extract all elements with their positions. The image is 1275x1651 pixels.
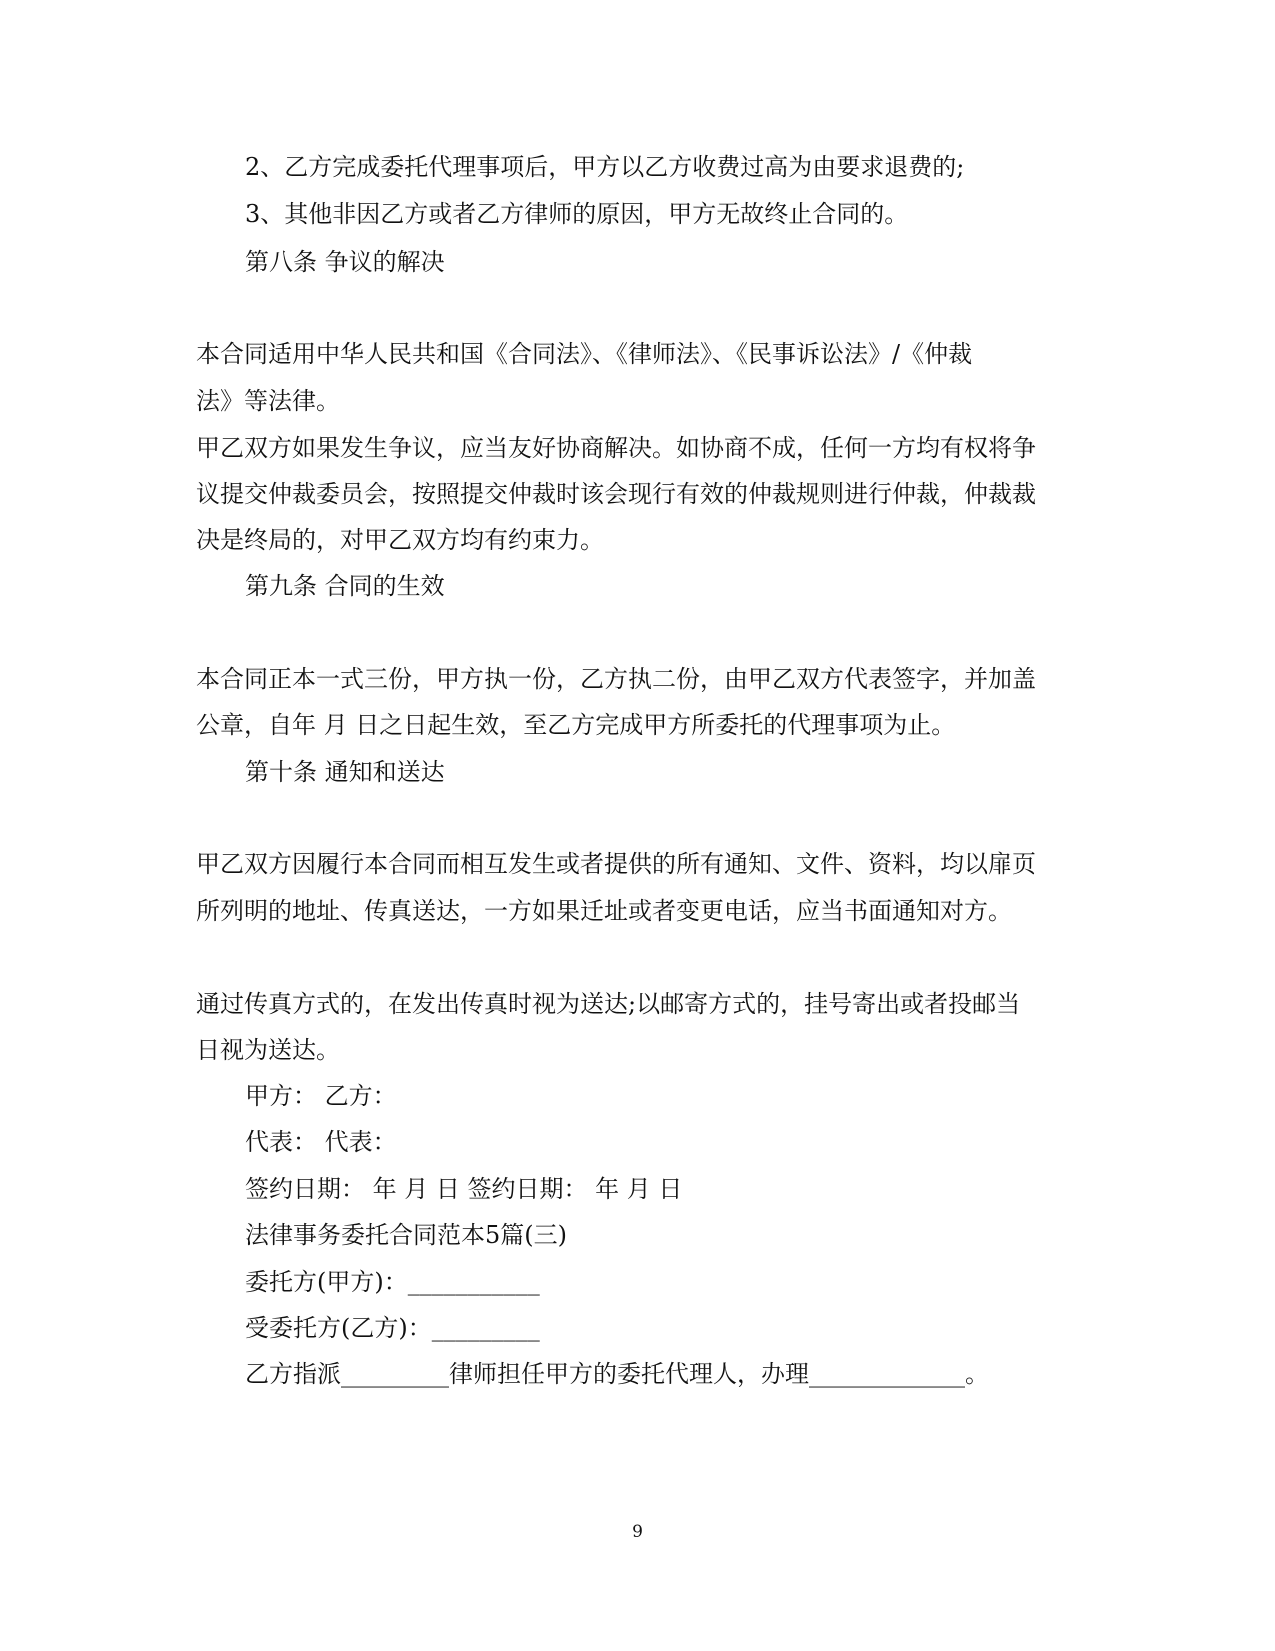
paragraph-line: 通过传真方式的，在发出传真时视为送达;以邮寄方式的，挂号寄出或者投邮当 [196,990,1021,1018]
paragraph-line: 决是终局的，对甲乙双方均有约束力。 [196,526,604,554]
paragraph-line: 议提交仲裁委员会，按照提交仲裁时该会现行有效的仲裁规则进行仲裁，仲裁裁 [196,480,1036,508]
clause-item-2: 2、乙方完成委托代理事项后，甲方以乙方收费过高为由要求退费的; [245,153,965,181]
paragraph-line: 甲乙双方因履行本合同而相互发生或者提供的所有通知、文件、资料，均以扉页 [196,850,1036,878]
paragraph-line: 本合同适用中华人民共和国《合同法》、《律师法》、《民事诉讼法》/《仲裁 [196,340,973,368]
page-number: 9 [632,1522,643,1542]
clause-item-3: 3、其他非因乙方或者乙方律师的原因，甲方无故终止合同的。 [245,200,909,228]
agent-field: 受委托方(乙方)：_________ [245,1314,540,1342]
signature-parties: 甲方： 乙方： [245,1082,397,1110]
paragraph-line: 日视为送达。 [196,1036,340,1064]
article-9-heading: 第九条 合同的生效 [245,572,445,600]
section-title: 法律事务委托合同范本5篇(三) [245,1221,567,1249]
paragraph-line: 公章，自年 月 日之日起生效，至乙方完成甲方所委托的代理事项为止。 [196,711,956,739]
paragraph-line: 法》等法律。 [196,387,340,415]
paragraph-line: 甲乙双方如果发生争议，应当友好协商解决。如协商不成，任何一方均有权将争 [196,434,1036,462]
client-field: 委托方(甲方)：___________ [245,1268,540,1296]
appointment-line: 乙方指派_________律师担任甲方的委托代理人，办理_____________。 [245,1360,989,1388]
signature-dates: 签约日期： 年 月 日 签约日期： 年 月 日 [245,1175,683,1203]
signature-representatives: 代表： 代表： [245,1128,397,1156]
paragraph-line: 本合同正本一式三份，甲方执一份，乙方执二份，由甲乙双方代表签字，并加盖 [196,665,1036,693]
article-10-heading: 第十条 通知和送达 [245,758,445,786]
article-8-heading: 第八条 争议的解决 [245,248,445,276]
paragraph-line: 所列明的地址、传真送达，一方如果迁址或者变更电话，应当书面通知对方。 [196,897,1012,925]
